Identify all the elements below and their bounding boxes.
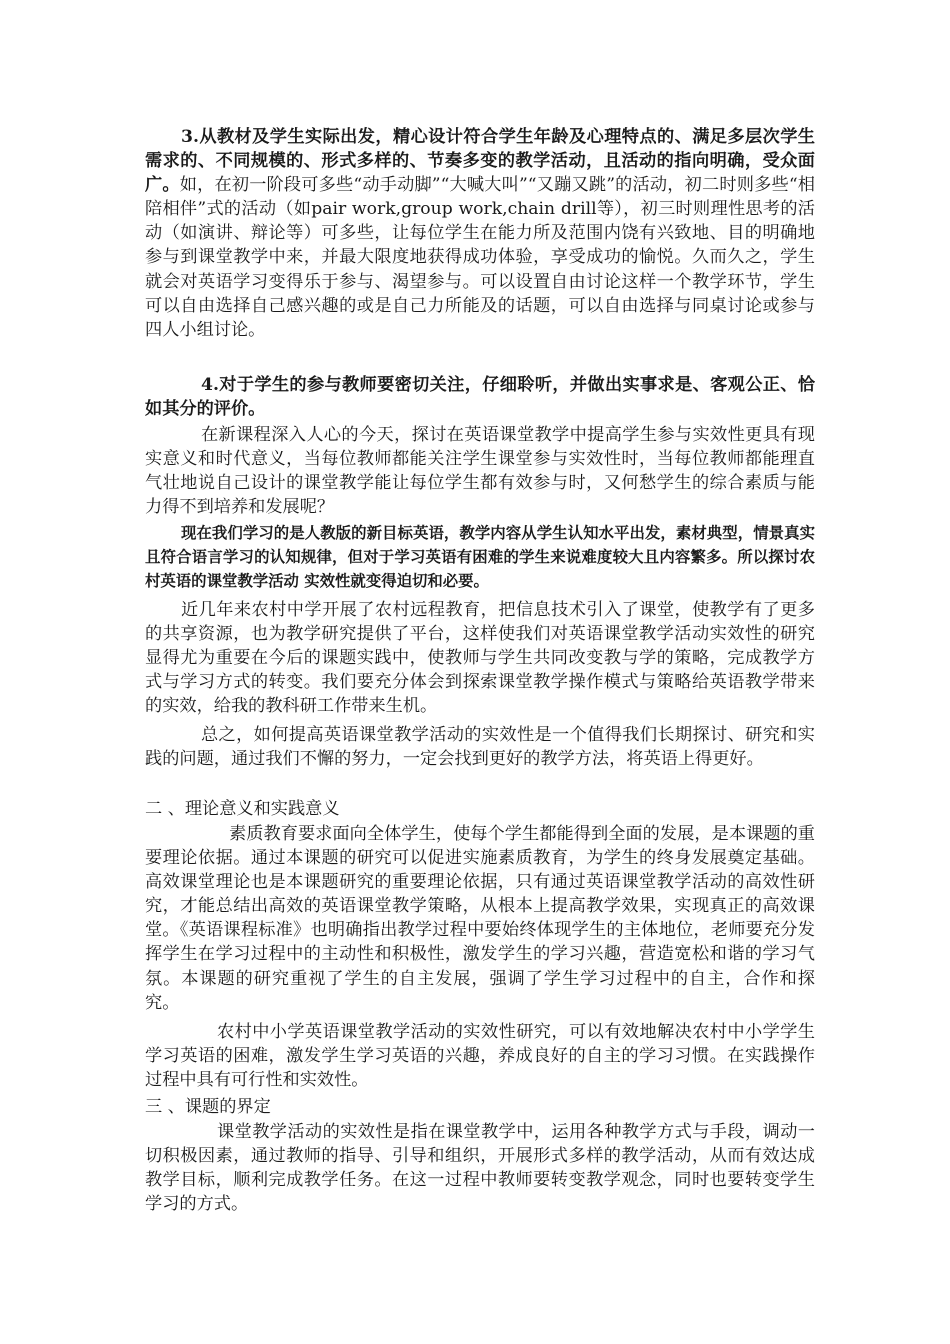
paragraph-practice: 农村中小学英语课堂教学活动的实效性研究，可以有效地解决农村中小学学生学习英语的困难，激发学生学习英语的兴趣，养成良好的自主的学习习惯。在实践操作过程中具有可行性和实效性。 (145, 1022, 815, 1091)
paragraph-definition: 课堂教学活动的实效性是指在课堂教学中，运用各种教学方式与手段，调动一切积极因素，通过教师的指导、引导和组织，开展形式多样的教学活动，从而有效达成教学目标，顺利完成教学任务。在这一过程中教师要转变教学观念，同时也要转变学生学习的方式。 (145, 1122, 815, 1215)
paragraph-conclusion: 总之，如何提高英语课堂教学活动的实效性是一个值得我们长期探讨、研究和实践的问题，通过我们不懈的努力，一定会找到更好的教学方法，将英语上得更好。 (145, 725, 815, 770)
paragraph-textbook: 现在我们学习的是人教版的新目标英语，教学内容从学生认知水平出发，素材典型，情景真实且符合语言学习的认知规律，但对于学习英语有困难的学生来说难度较大且内容繁多。所以探讨农村英语的课堂教学活动 实效性就变得迫切和必要。 (145, 524, 815, 591)
paragraph-new-curriculum: 在新课程深入人心的今天，探讨在英语课堂教学中提高学生参与实效性更具有现实意义和时代意义，当每位教师都能关注学生课堂参与实效性时，当每位教师都能理直气壮地说自己设计的课堂教学能让每位学生都有效参与时，又何愁学生的综合素质与能力得不到培养和发展呢？ (145, 425, 815, 518)
paragraph-item-4: 4.对于学生的参与教师要密切关注，仔细聆听，并做出实事求是、客观公正、恰如其分的评价。 (145, 375, 815, 420)
paragraph-item-3-text: 如，在初一阶段可多些“动手动脚”“大喊大叫”“又蹦又跳”的活动，初二时则多些“相陪相伴”式的活动（如pair work,group work,chain drill等），初三时则理性思考的活动（如演讲、辩论等）可多些，让每位学生在能力所及范围内饶有兴致地、目的明确地参与到课堂教学中来，并最大限度地获得成功体验，享受成功的愉悦。久而久之，学生就会对英语学习变得乐于参与、渴望参与。可以设置自由讨论这样一个教学环节，学生可以自由选择自己感兴趣的或是自己力所能及的话题，可以自由选择与同桌讨论或参与四人小组讨论。 (145, 175, 815, 340)
section-heading-2: 二 、理论意义和实践意义 (145, 799, 340, 819)
paragraph-item-3 (145, 125, 815, 342)
section-heading-3: 三 、课题的界定 (145, 1097, 271, 1117)
paragraph-theory: 素质教育要求面向全体学生，使每个学生都能得到全面的发展，是本课题的重要理论依据。通过本课题的研究可以促进实施素质教育，为学生的终身发展奠定基础。高效课堂理论也是本课题研究的重要理论依据，只有通过英语课堂教学活动的高效性研究，才能总结出高效的英语课堂教学策略，从根本上提高教学效果，实现真正的高效课堂。《英语课程标准》也明确指出教学过程中要始终体现学生的主体地位，老师要充分发挥学生在学习过程中的主动性和积极性，激发学生的学习兴趣，营造宽松和谐的学习气氛。本课题的研究重视了学生的自主发展，强调了学生学习过程中的自主，合作和探究。 (145, 824, 815, 1013)
paragraph-item-3-bold: 3.从教材及学生实际出发，精心设计符合学生年龄及心理特点的、满足多层次学生需求的、不同规模的、形式多样的、节奏多变的教学活动，且活动的指向明确，受众面广。 (145, 127, 815, 196)
paragraph-remote-education: 近几年来农村中学开展了农村远程教育，把信息技术引入了课堂，使教学有了更多的共享资源，也为教学研究提供了平台，这样使我们对英语课堂教学活动实效性的研究显得尤为重要在今后的课题实践中，使教师与学生共同改变教与学的策略，完成教学方式与学习方式的转变。我们要充分体会到探索课堂教学操作模式与策略给英语教学带来的实效，给我的教科研工作带来生机。 (145, 600, 815, 717)
